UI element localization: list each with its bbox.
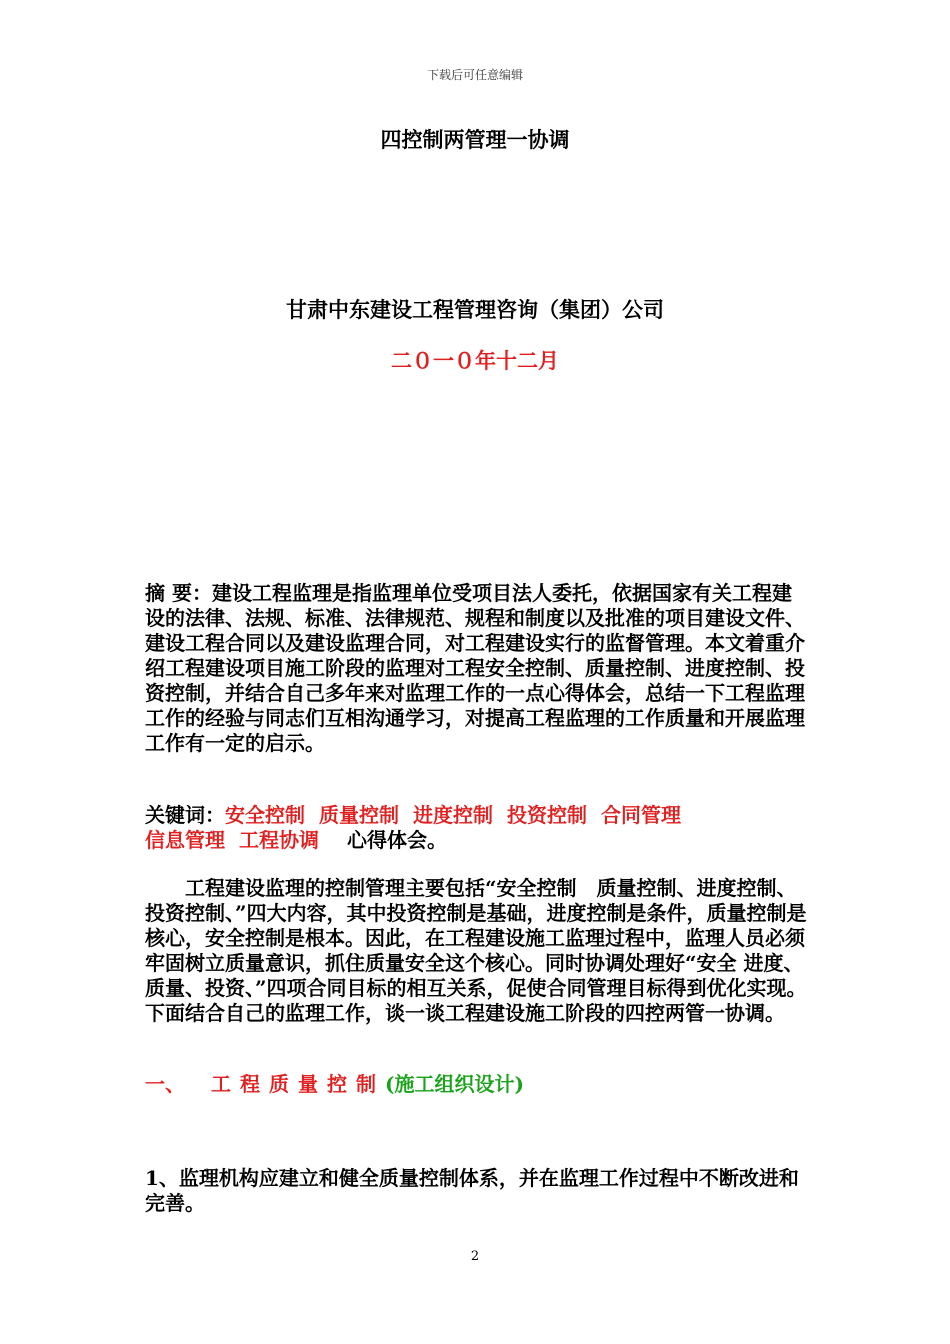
document-date: 二０一０年十二月 bbox=[391, 348, 559, 373]
keyword-item: 工程协调 bbox=[239, 828, 319, 852]
abstract-paragraph bbox=[145, 581, 810, 756]
section-subtitle: (施工组织设计) bbox=[385, 1072, 524, 1096]
keywords-tail: 心得体会。 bbox=[347, 828, 447, 852]
company-name: 甘肃中东建设工程管理咨询（集团）公司 bbox=[286, 297, 664, 322]
keyword-item: 进度控制 bbox=[413, 803, 493, 827]
abstract-label: 摘 要： bbox=[145, 581, 212, 605]
keyword-item: 投资控制 bbox=[507, 803, 587, 827]
keywords-paragraph bbox=[145, 803, 810, 853]
section-title: 工程质量控制 bbox=[211, 1072, 385, 1096]
keyword-item: 质量控制 bbox=[319, 803, 399, 827]
keyword-item: 信息管理 bbox=[145, 828, 225, 852]
page-number: 2 bbox=[470, 1249, 480, 1264]
keywords-label: 关键词： bbox=[145, 803, 225, 827]
header-note: 下载后可任意编辑 bbox=[426, 68, 523, 82]
point-paragraph: 1、监理机构应建立和健全质量控制体系，并在监理工作过程中不断改进和完善。 bbox=[145, 1166, 799, 1215]
document-title: 四控制两管理一协调 bbox=[380, 127, 570, 152]
abstract-text: 建设工程监理是指监理单位受项目法人委托，依据国家有关工程建设的法律、法规、标准、法律规范、规程和制度以及批准的项目建设文件、建设工程合同以及建设监理合同，对工程建设实行的监督管理。本文着重介绍工程建设项目施工阶段的监理对工程安全控制、质量控制、进度控制、投资控制，并结合自己多年来对监理工作的一点心得体会，总结一下工程监理工作的经验与同志们互相沟通学习，对提高工程监理的工作质量和开展监理工作有一定的启示。 bbox=[145, 581, 805, 755]
keyword-item: 安全控制 bbox=[225, 803, 305, 827]
intro-paragraph: 工程建设监理的控制管理主要包括“安全控制 质量控制、进度控制、投资控制、”四大内容，其中投资控制是基础，进度控制是条件，质量控制是核心，安全控制是根本。因此，在工程建设施工监理过程中，监理人员必须牢固树立质量意识，抓住质量安全这个核心。同时协调处理好“安全 进度、质量、投资、”四项合同目标的相互关系，促使合同管理目标得到优化实现。下面结合自己的监理工作，谈一谈工程建设施工阶段的四控两管一协调。 bbox=[145, 876, 807, 1025]
section-number: 一、 bbox=[145, 1072, 185, 1096]
keyword-item: 合同管理 bbox=[601, 803, 681, 827]
section-heading bbox=[145, 1072, 524, 1097]
